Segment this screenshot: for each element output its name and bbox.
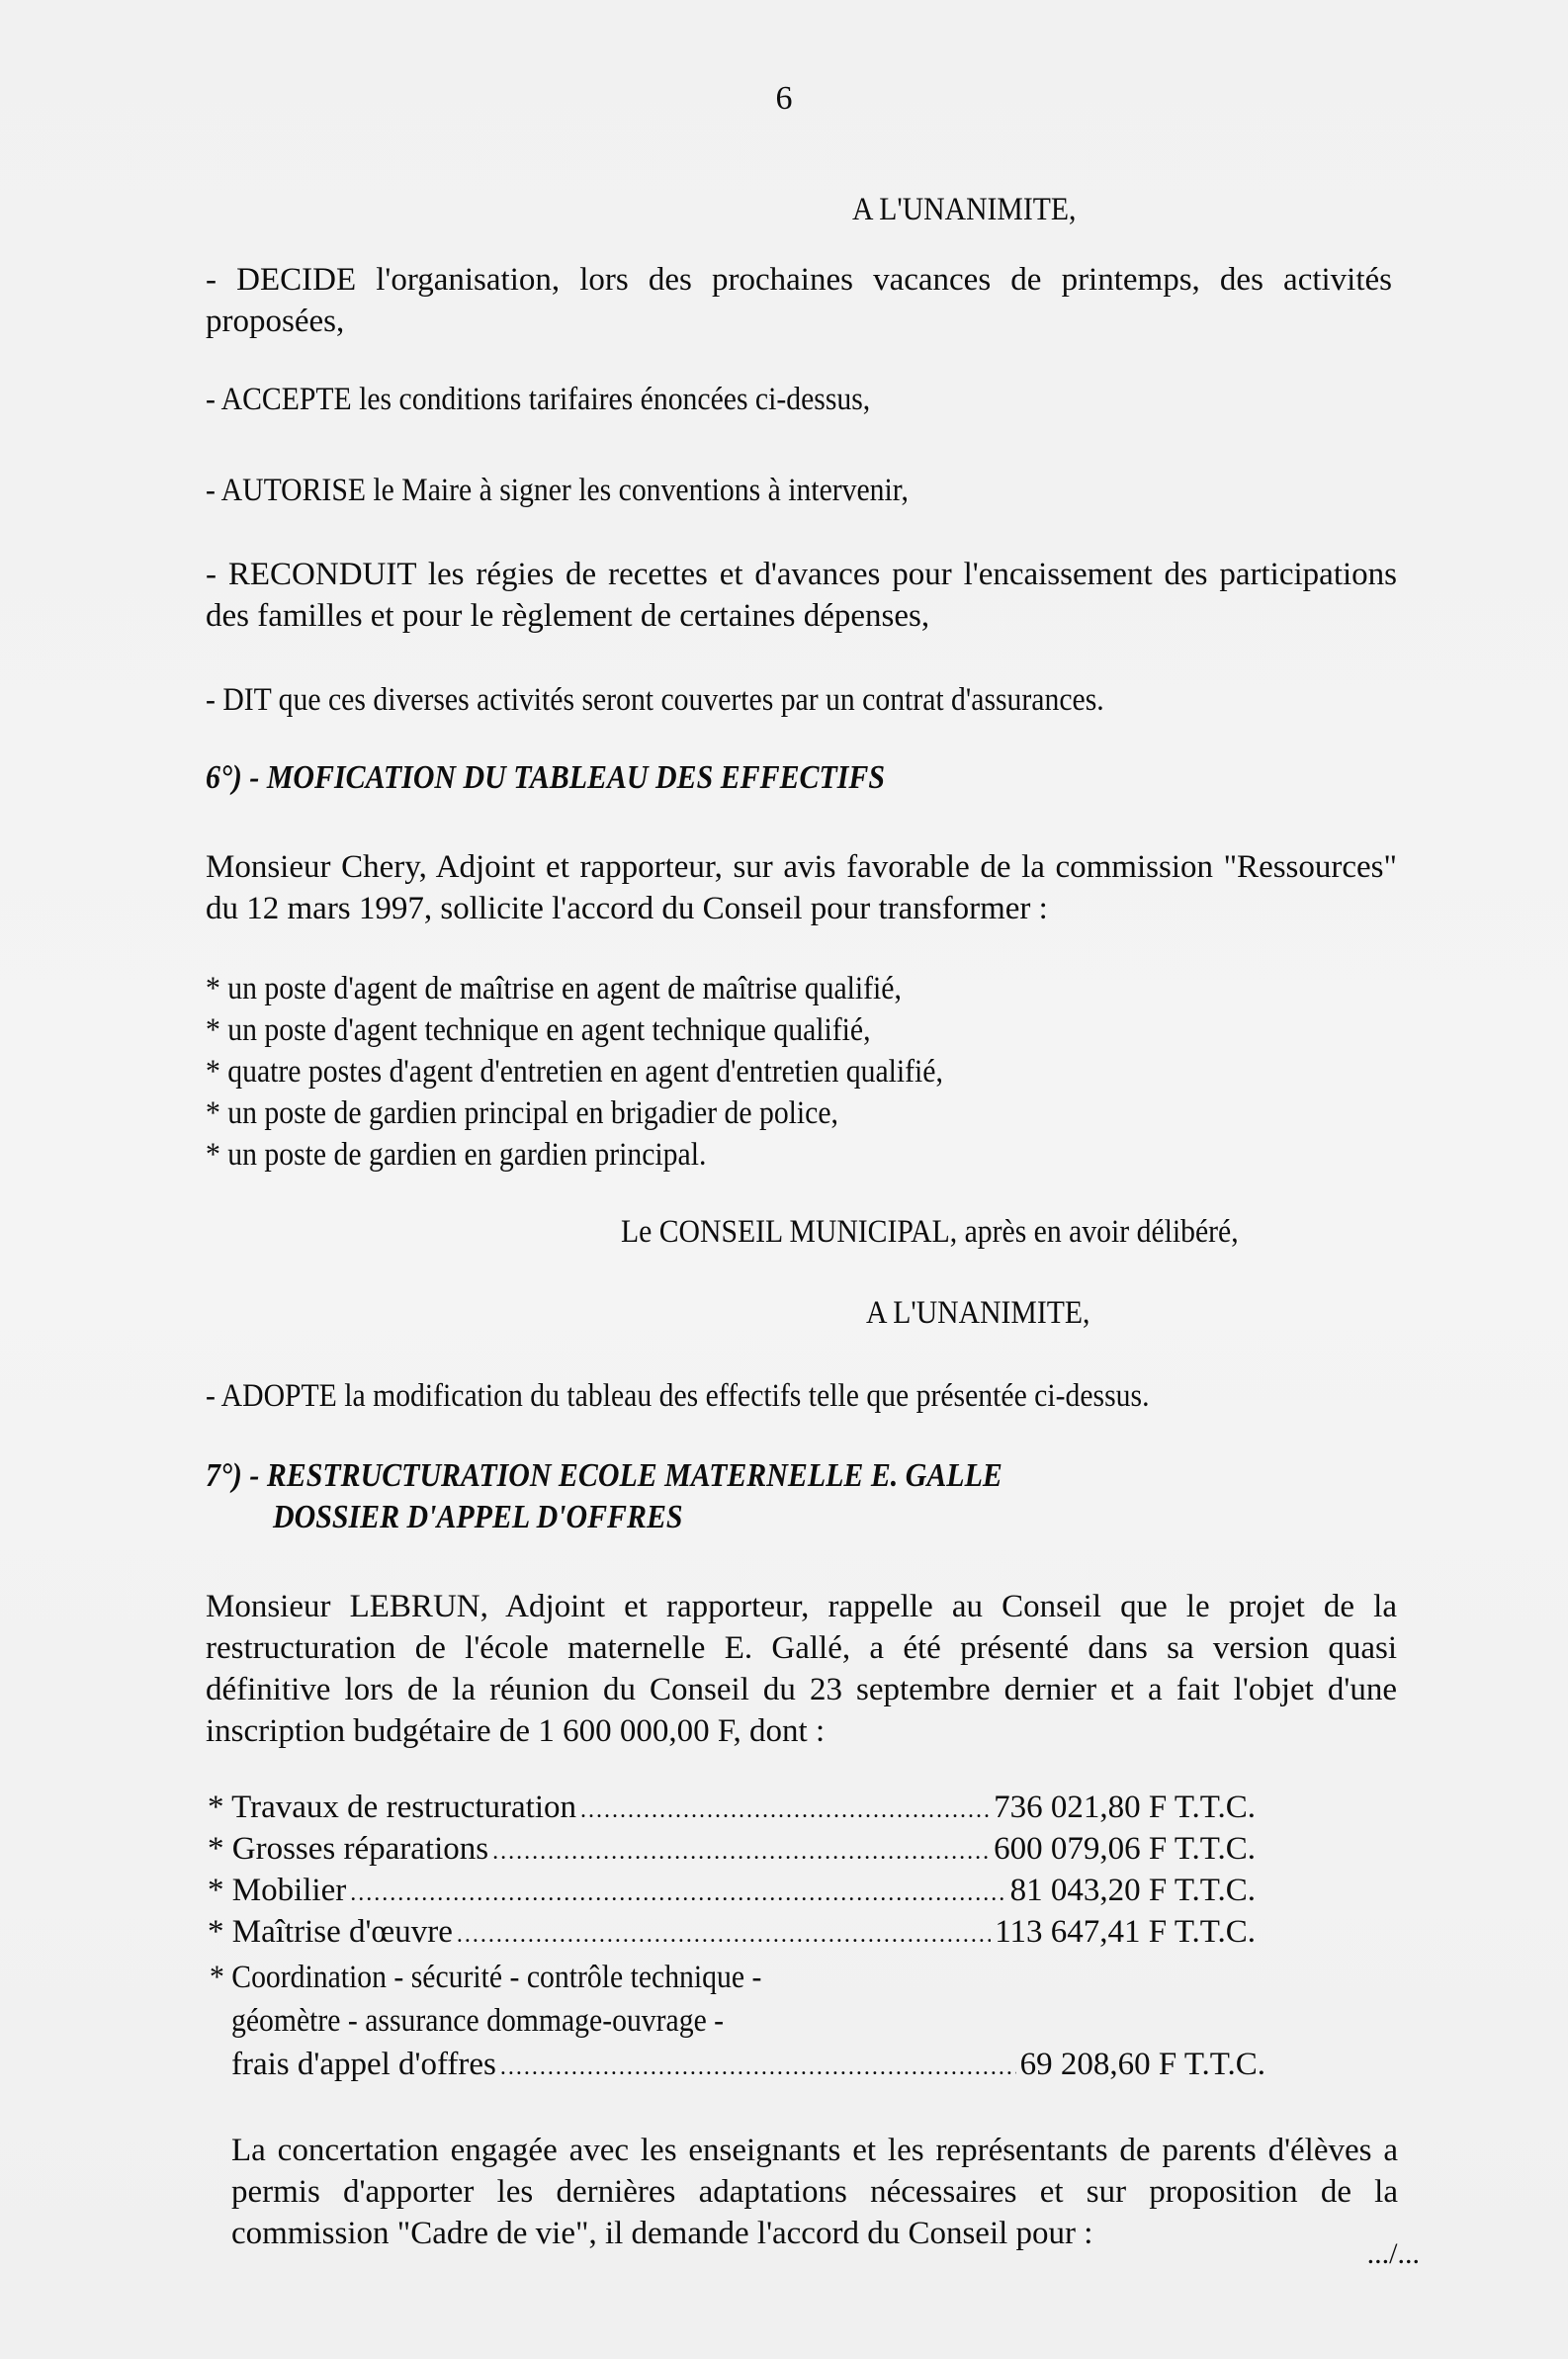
list-item: * un poste d'agent de maîtrise en agent de maîtrise qualifié, [206, 971, 902, 1006]
council-deliberation: Le CONSEIL MUNICIPAL, après en avoir délibéré, [621, 1214, 1239, 1250]
section-7-intro: Monsieur LEBRUN, Adjoint et rapporteur, rappelle au Conseil que le projet de la restructuration de l'école maternelle E. Gallé, a été présenté dans sa version quasi définitive lors de la réunion du Conseil du 23 septembre dernier et a fait l'objet d'une inscription budgétaire de 1 600 000,00 F, dont : [206, 1589, 1397, 1749]
budget-amount: 736 021,80 F T.T.C. [994, 1790, 1256, 1825]
dot-leader [580, 1789, 990, 1832]
budget-multi-line2: géomètre - assurance dommage-ouvrage - [231, 2003, 725, 2039]
budget-row [208, 1910, 1256, 1954]
decision-autorise [206, 471, 909, 510]
budget-row [208, 1786, 1256, 1829]
budget-amount: 600 079,06 F T.T.C. [994, 1831, 1256, 1867]
budget-row [208, 1827, 1256, 1871]
section-6-intro: Monsieur Chery, Adjoint et rapporteur, sur avis favorable de la commission "Ressources" du 12 mars 1997, sollicite l'accord du Conseil pour transformer : [206, 849, 1397, 926]
budget-label: frais d'appel d'offres [231, 2047, 496, 2082]
budget-row [231, 2043, 1265, 2086]
budget-label: * Maîtrise d'œuvre [208, 1914, 453, 1950]
decision-verb: - AUTORISE [206, 473, 366, 508]
budget-row [208, 1869, 1256, 1912]
budget-label: * Mobilier [208, 1873, 347, 1908]
decision-verb: - RECONDUIT [206, 557, 416, 592]
section-7-conclusion: La concertation engagée avec les enseignants et les représentants de parents d'élèves a permis d'apporter les dernières adaptations nécessaires et sur proposition de la commission "Cadre de vie", il demande l'accord du Conseil pour : [231, 2133, 1398, 2251]
decision-verb: - ACCEPTE [206, 382, 352, 417]
list-item: * un poste d'agent technique en agent technique qualifié, [206, 1012, 871, 1048]
decision-decide [206, 259, 1392, 342]
decision-accepte [206, 380, 870, 419]
section-number: 6°) - [206, 759, 267, 796]
decision-reconduit [206, 554, 1397, 637]
decision-verb: - DECIDE [206, 262, 357, 298]
decision-text: que ces diverses activités seront couvertes par un contrat d'assurances. [271, 682, 1104, 718]
decision-text: les régies de recettes et d'avances pour l'encaissement des participations des familles et pour le règlement de certaines dépenses, [206, 557, 1397, 634]
section-title: MOFICATION DU TABLEAU DES EFFECTIFS [266, 759, 886, 796]
budget-amount: 113 647,41 F T.T.C. [995, 1914, 1256, 1950]
decision-verb: - DIT [206, 682, 272, 718]
decision-text: les conditions tarifaires énoncées ci-dessus, [351, 382, 871, 417]
continuation-mark: .../... [1366, 2237, 1420, 2270]
dot-leader [457, 1913, 991, 1957]
dot-leader [350, 1872, 1005, 1915]
section-6-heading [206, 757, 885, 799]
list-item: * un poste de gardien en gardien principal. [206, 1137, 707, 1173]
decision-dit [206, 680, 1104, 720]
budget-amount: 69 208,60 F T.T.C. [1019, 2047, 1265, 2082]
decision-text: l'organisation, lors des prochaines vacances de printemps, des activités proposées, [206, 262, 1393, 339]
budget-multi-line1: * Coordination - sécurité - contrôle technique - [210, 1960, 762, 1995]
list-item: * un poste de gardien principal en brigadier de police, [206, 1095, 838, 1131]
section-title: RESTRUCTURATION ECOLE MATERNELLE E. GALLE [266, 1457, 1002, 1494]
decision-text: le Maire à signer les conventions à intervenir, [366, 473, 909, 508]
section-number: 7°) - [206, 1457, 267, 1494]
page-number: 6 [775, 80, 793, 117]
dot-leader [492, 1830, 990, 1874]
list-item: * quatre postes d'agent d'entretien en agent d'entretien qualifié, [206, 1054, 943, 1090]
budget-amount: 81 043,20 F T.T.C. [1009, 1873, 1256, 1908]
decision-adopte: - ADOPTE la modification du tableau des effectifs telle que présentée ci-dessus. [206, 1378, 1150, 1414]
dot-leader [500, 2046, 1016, 2089]
budget-label: * Grosses réparations [208, 1831, 489, 1867]
section-7-subheading: DOSSIER D'APPEL D'OFFRES [273, 1499, 683, 1535]
section-7-heading [206, 1455, 1002, 1497]
vote-unanimity-top: A L'UNANIMITE, [852, 192, 1077, 227]
budget-label: * Travaux de restructuration [208, 1790, 577, 1825]
vote-unanimity: A L'UNANIMITE, [866, 1295, 1090, 1331]
